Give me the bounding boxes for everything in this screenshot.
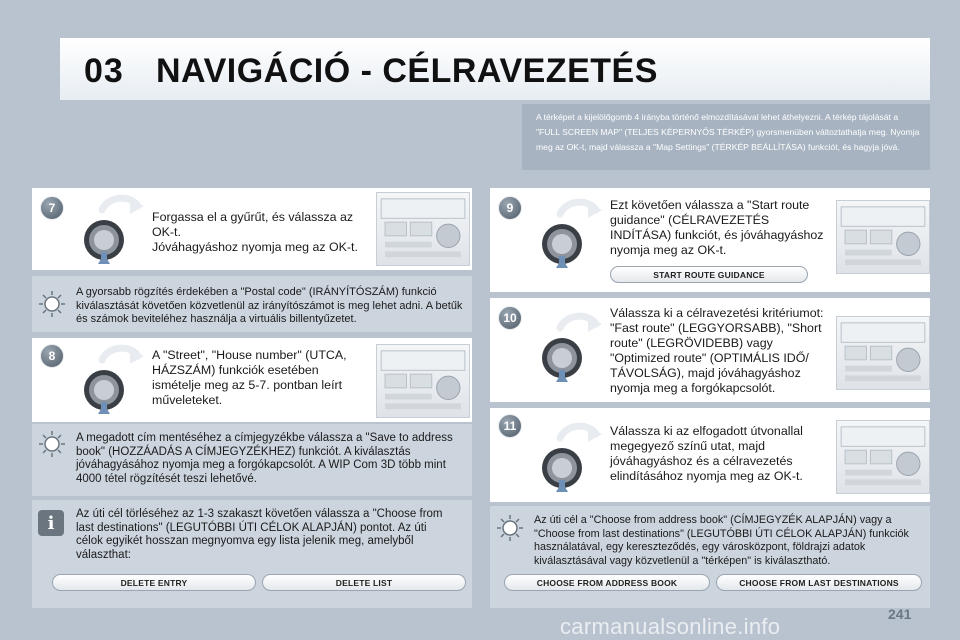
delete-entry-button[interactable]: DELETE ENTRY	[52, 574, 256, 591]
step-8-text: A "Street", "House number" (UTCA, HÁZSZÁM) funkciók esetében ismételje meg az 5-7. pontban leírt műveleteket.	[152, 348, 347, 407]
step-7-text: Forgassa el a gyűrűt, és válassza az OK-t. Jóváhagyáshoz nyomja meg az OK-t.	[152, 210, 358, 254]
chapter-number: 03	[84, 52, 124, 90]
tip-postal-text: A gyorsabb rögzítés érdekében a "Postal code" (IRÁNYÍTÓSZÁM) funkció kiválasztását követően közvetlenül az irányítószámot is meg lehet adni. A betűk és számok beviteléhez használja a virtuális billentyűzetet.	[76, 286, 463, 325]
head-unit-icon	[836, 200, 930, 274]
rotary-knob-icon	[82, 342, 154, 414]
rotary-knob-icon	[540, 420, 612, 492]
info-icon: i	[38, 510, 64, 536]
rotary-knob-icon	[540, 196, 612, 268]
step-badge-8: 8	[40, 344, 64, 368]
step-10-text: Válassza ki a célravezetési kritériumot: "Fast route" (LEGGYORSABB), "Short route" (LEGRÖVIDEBB) vagy "Optimized route" (OPTIMÁLIS IDŐ/ TÁVOLSÁG), majd jóváhagyáshoz nyomja meg a forgókapcsolót.	[610, 306, 824, 395]
rotary-knob-icon	[82, 192, 154, 264]
step-badge-7: 7	[40, 196, 64, 220]
choose-from-last-destinations-button[interactable]: CHOOSE FROM LAST DESTINATIONS	[716, 574, 922, 591]
head-unit-icon	[836, 316, 930, 390]
step-11-text: Válassza ki az elfogadott útvonallal megegyező színű utat, majd jóváhagyáshoz és a célravezetés elindításához nyomja meg az OK-t.	[610, 424, 803, 483]
step-9-text: Ezt követően válassza a "Start route guidance" (CÉLRAVEZETÉS INDÍTÁSA) funkciót, és jóváhagyáshoz nyomja meg az OK-t.	[610, 198, 824, 257]
lightbulb-icon	[38, 290, 66, 318]
choose-from-address-book-button[interactable]: CHOOSE FROM ADDRESS BOOK	[504, 574, 710, 591]
step-badge-11: 11	[498, 414, 522, 438]
page-title: NAVIGÁCIÓ - CÉLRAVEZETÉS	[156, 52, 658, 90]
lightbulb-icon	[38, 430, 66, 458]
step-badge-10: 10	[498, 306, 522, 330]
intro-note: A térképet a kijelölőgomb 4 irányba történő elmozdításával lehet áthelyezni. A térkép tájolását a "FULL SCREEN MAP" (TELJES KÉPERNYŐS TÉRKÉP) gyorsmenüben változtathatja meg. Nyomja meg az OK-t, majd válassza a "Map Settings" (TÉRKÉP BEÁLLÍTÁSA) funkciót, és hagyja jóvá.	[522, 104, 930, 170]
lightbulb-icon	[496, 514, 524, 542]
rotary-knob-icon	[540, 310, 612, 382]
head-unit-icon	[376, 344, 470, 418]
head-unit-icon	[836, 420, 930, 494]
step-badge-9: 9	[498, 196, 522, 220]
page-number: 241	[888, 606, 912, 622]
delete-list-button[interactable]: DELETE LIST	[262, 574, 466, 591]
tip-choose-text: Az úti cél a "Choose from address book" (CÍMJEGYZÉK ALAPJÁN) vagy a "Choose from last destinations" (LEGUTÓBBI ÚTI CÉLOK ALAPJÁN) funkciók használatával, egy kereszteződés, egy városközpont, földrajzi adatok kiválasztásával vagy közvetlenül a "térképen" is kiválasztható.	[534, 514, 909, 567]
tip-delete-text: Az úti cél törléséhez az 1-3 szakaszt követően válassza a "Choose from last destinations" (LEGUTÓBBI ÚTI CÉLOK ALAPJÁN) pontot. Az úti célok egyikét hosszan megnyomva egy lista jelenik meg, amelyből választhat:	[76, 508, 443, 561]
start-route-guidance-button[interactable]: START ROUTE GUIDANCE	[610, 266, 808, 283]
tip-save-text: A megadott cím mentéséhez a címjegyzékbe válassza a "Save to address book" (HOZZÁADÁS A CÍMJEGYZÉKHEZ) funkciót. A kiválasztás jóváhagyásához nyomja meg a forgókapcsolót. A WIP Com 3D több mint 4000 tétel rögzítését teszi lehetővé.	[76, 432, 453, 485]
watermark: carmanualsonline.info	[560, 614, 781, 639]
head-unit-icon	[376, 192, 470, 266]
